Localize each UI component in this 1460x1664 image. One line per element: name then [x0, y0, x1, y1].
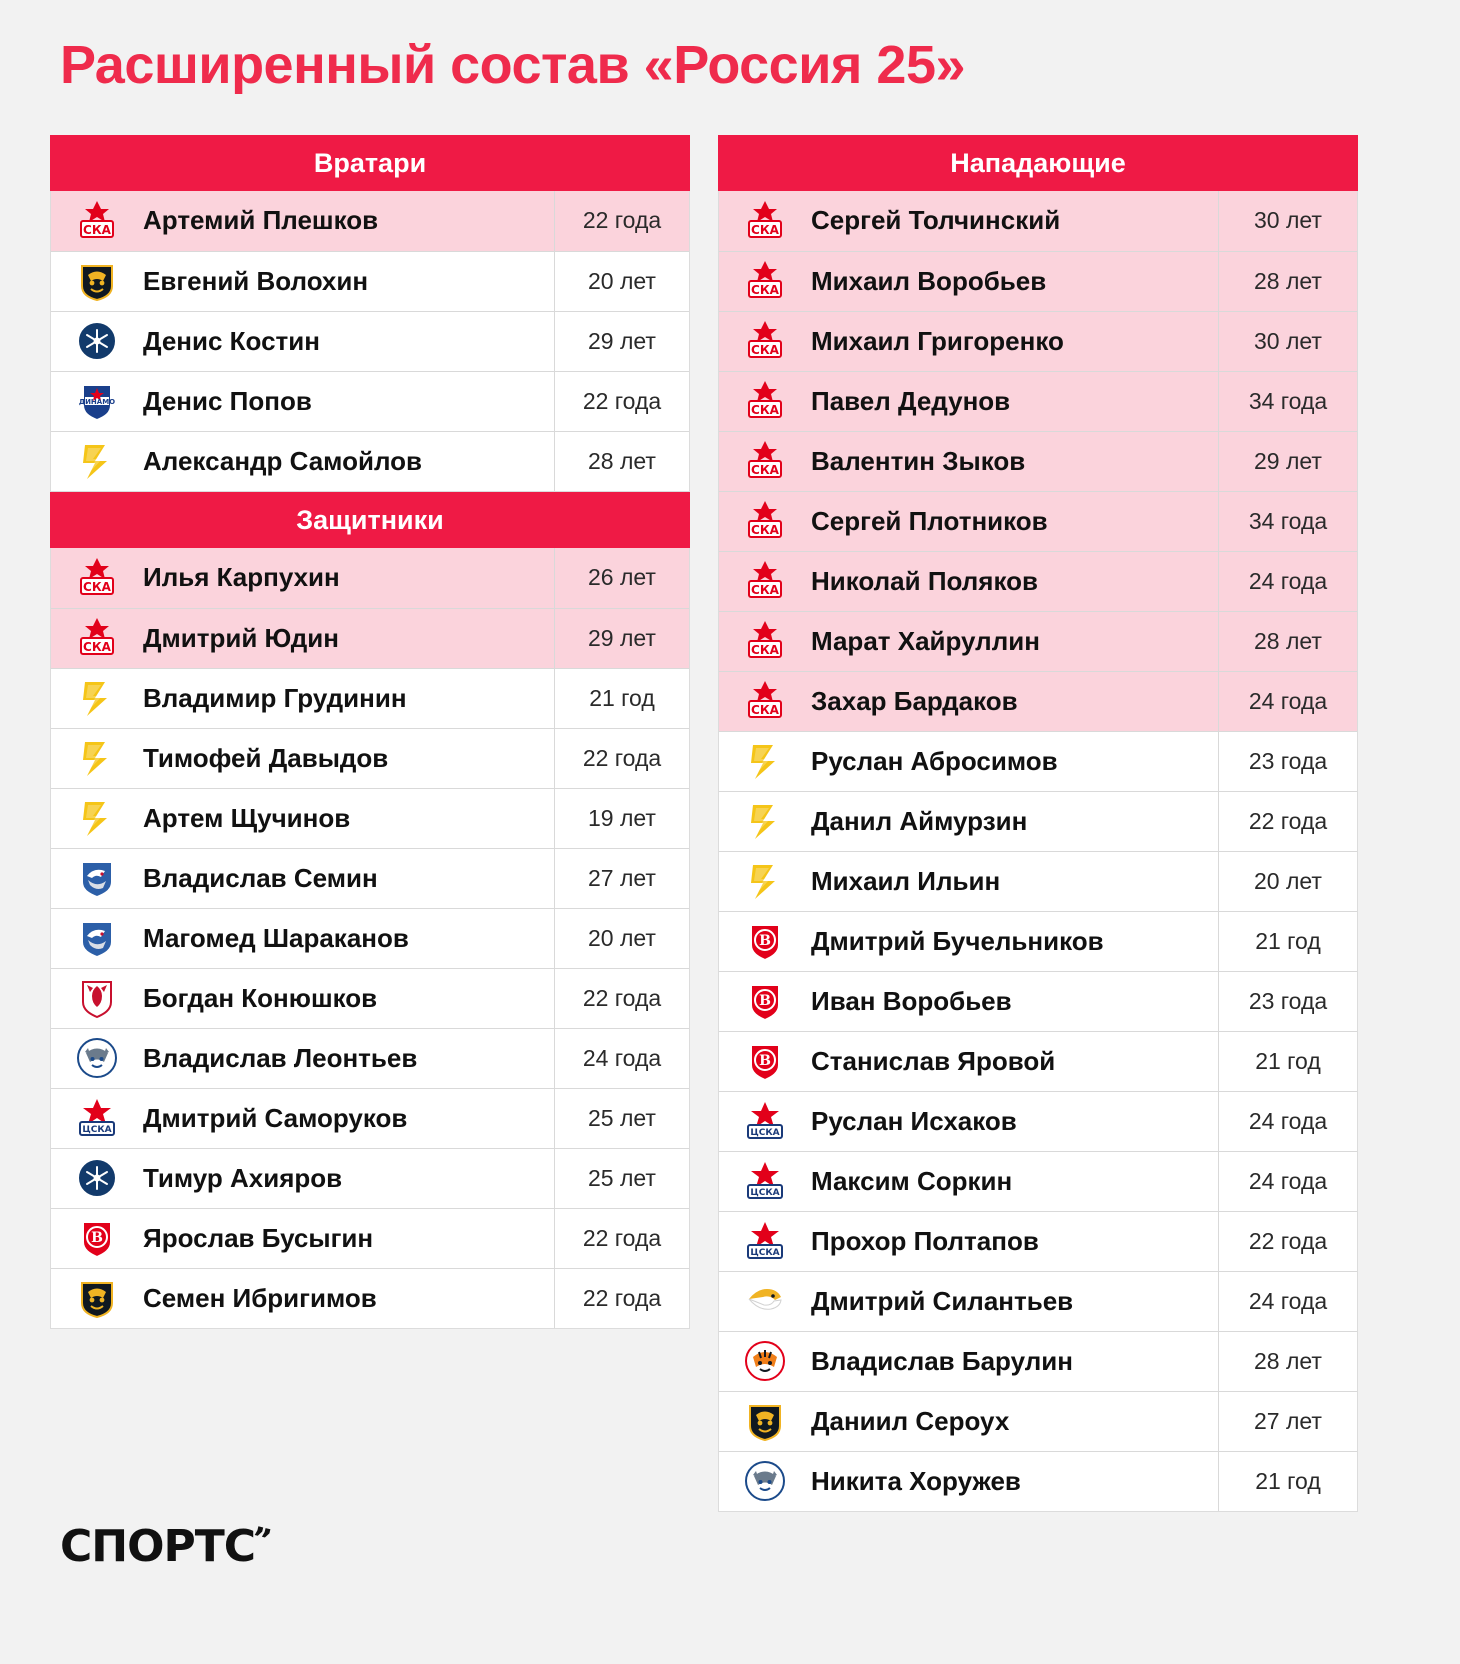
table-row [51, 548, 689, 608]
ska-logo [743, 379, 787, 423]
player-age: 21 год [1255, 927, 1321, 954]
ak-bars-logo [75, 736, 119, 780]
player-age: 22 года [582, 984, 662, 1011]
club-logo-cell [51, 788, 143, 848]
club-logo-cell [51, 908, 143, 968]
player-age: 34 года [1248, 507, 1328, 534]
roster-section [718, 135, 1358, 1512]
player-name: Прохор Полтапов [811, 1211, 1219, 1271]
table-row [51, 431, 689, 491]
table-row [51, 1268, 689, 1328]
cska-logo [75, 1096, 119, 1140]
vityaz-logo [743, 1039, 787, 1083]
club-logo-cell [51, 608, 143, 668]
table-row [51, 608, 689, 668]
table-row [719, 371, 1357, 431]
player-name: Евгений Волохин [143, 251, 555, 311]
player-age: 29 лет [1254, 447, 1322, 474]
player-name: Семен Ибригимов [143, 1268, 555, 1328]
player-age: 29 лет [588, 327, 656, 354]
table-row [719, 1451, 1357, 1511]
sochi-leopard-logo [743, 1399, 787, 1443]
table-row [719, 731, 1357, 791]
player-name: Ярослав Бусыгин [143, 1208, 555, 1268]
club-logo-cell [719, 791, 811, 851]
svg-text:В: В [759, 1053, 771, 1069]
table-row [719, 251, 1357, 311]
player-age: 22 года [582, 1284, 662, 1311]
player-name: Денис Попов [143, 371, 555, 431]
traktor-logo [743, 1459, 787, 1503]
page-title: Расширенный состав «Россия 25» [60, 35, 966, 95]
cska-logo [743, 1159, 787, 1203]
player-name: Даниил Сероух [811, 1391, 1219, 1451]
ak-bars-logo [75, 796, 119, 840]
svg-text:СКА: СКА [751, 703, 779, 717]
player-name: Владислав Семин [143, 848, 555, 908]
club-logo-cell [719, 191, 811, 251]
player-age: 21 год [1255, 1047, 1321, 1074]
section-header: Нападающие [718, 135, 1358, 191]
player-name: Михаил Ильин [811, 851, 1219, 911]
player-age: 27 лет [588, 864, 656, 891]
roster-section [50, 492, 690, 1329]
player-name: Тимофей Давыдов [143, 728, 555, 788]
ak-bars-logo [743, 799, 787, 843]
player-name: Сергей Толчинский [811, 191, 1219, 251]
club-logo-cell [719, 911, 811, 971]
player-age: 25 лет [588, 1164, 656, 1191]
club-logo-cell [719, 1211, 811, 1271]
ska-logo [743, 199, 787, 243]
table-row [51, 1148, 689, 1208]
club-logo-cell [51, 548, 143, 608]
player-age: 24 года [582, 1044, 662, 1071]
cska-logo [743, 1099, 787, 1143]
brand-mark: ” [247, 1520, 274, 1559]
club-logo-cell [719, 1151, 811, 1211]
ska-logo [743, 499, 787, 543]
player-age: 28 лет [1254, 267, 1322, 294]
cska-logo [743, 1219, 787, 1263]
player-age: 19 лет [588, 804, 656, 831]
player-name: Михаил Григоренко [811, 311, 1219, 371]
player-name: Руслан Абросимов [811, 731, 1219, 791]
club-logo-cell [51, 848, 143, 908]
player-name: Дмитрий Бучельников [811, 911, 1219, 971]
left-column [50, 135, 690, 1329]
amur-tiger-logo [743, 1339, 787, 1383]
roster-table [719, 191, 1357, 1511]
svg-text:СКА: СКА [83, 640, 111, 654]
player-name: Никита Хоружев [811, 1451, 1219, 1511]
table-row [719, 1331, 1357, 1391]
player-age: 22 года [1248, 1227, 1328, 1254]
right-column [718, 135, 1358, 1512]
ska-logo [743, 439, 787, 483]
club-logo-cell [719, 251, 811, 311]
player-name: Захар Бардаков [811, 671, 1219, 731]
player-name: Павел Дедунов [811, 371, 1219, 431]
svg-text:СКА: СКА [751, 463, 779, 477]
club-logo-cell [719, 1031, 811, 1091]
vityaz-logo [743, 979, 787, 1023]
table-row [51, 788, 689, 848]
table-row [719, 311, 1357, 371]
table-row [719, 491, 1357, 551]
sochi-leopard-logo [75, 259, 119, 303]
player-age: 30 лет [1254, 207, 1322, 234]
club-logo-cell [719, 371, 811, 431]
section-header: Вратари [50, 135, 690, 191]
ska-logo [75, 616, 119, 660]
svg-text:СКА: СКА [751, 403, 779, 417]
svg-text:СКА: СКА [83, 579, 111, 594]
section-header: Защитники [50, 492, 690, 548]
ak-bars-logo [75, 439, 119, 483]
table-row [51, 1088, 689, 1148]
player-age: 22 года [582, 387, 662, 414]
player-age: 25 лет [588, 1104, 656, 1131]
ska-logo [743, 619, 787, 663]
player-age: 22 года [582, 1224, 662, 1251]
table-row [51, 311, 689, 371]
sports-ru-logo [60, 1521, 274, 1572]
table-row [719, 1031, 1357, 1091]
club-logo-cell [719, 611, 811, 671]
table-row [719, 1151, 1357, 1211]
table-row [719, 971, 1357, 1031]
sochi-leopard-logo [75, 1276, 119, 1320]
player-name: Станислав Яровой [811, 1031, 1219, 1091]
player-name: Владимир Грудинин [143, 668, 555, 728]
player-age: 24 года [1248, 567, 1328, 594]
club-logo-cell [719, 551, 811, 611]
player-name: Данил Аймурзин [811, 791, 1219, 851]
player-age: 20 лет [588, 924, 656, 951]
club-logo-cell [51, 728, 143, 788]
club-logo-cell [719, 431, 811, 491]
table-row [719, 851, 1357, 911]
table-row [51, 1028, 689, 1088]
player-name: Дмитрий Юдин [143, 608, 555, 668]
table-row [51, 728, 689, 788]
ska-logo [743, 679, 787, 723]
table-row [51, 191, 689, 251]
player-name: Марат Хайруллин [811, 611, 1219, 671]
club-logo-cell [51, 1088, 143, 1148]
svg-text:СКА: СКА [751, 583, 779, 597]
table-row [51, 1208, 689, 1268]
club-logo-cell [51, 668, 143, 728]
player-age: 28 лет [1254, 1347, 1322, 1374]
ska-logo [743, 259, 787, 303]
svg-text:СКА: СКА [751, 343, 779, 357]
player-name: Сергей Плотников [811, 491, 1219, 551]
player-name: Валентин Зыков [811, 431, 1219, 491]
club-logo-cell [719, 491, 811, 551]
player-age: 20 лет [588, 267, 656, 294]
club-logo-cell [719, 671, 811, 731]
table-row [51, 848, 689, 908]
svg-text:ЦСКА: ЦСКА [750, 1188, 780, 1198]
vityaz-logo [743, 919, 787, 963]
table-row [719, 1271, 1357, 1331]
player-age: 24 года [1248, 687, 1328, 714]
amur-eagle-logo [75, 916, 119, 960]
player-age: 21 год [1255, 1467, 1321, 1494]
player-age: 21 год [589, 684, 655, 711]
player-name: Владислав Барулин [811, 1331, 1219, 1391]
sibir-logo [75, 1156, 119, 1200]
player-name: Артемий Плешков [143, 191, 555, 251]
player-age: 23 года [1248, 747, 1328, 774]
torpedo-logo [75, 976, 119, 1020]
player-name: Владислав Леонтьев [143, 1028, 555, 1088]
svg-text:СКА: СКА [751, 523, 779, 537]
player-name: Тимур Ахияров [143, 1148, 555, 1208]
player-name: Михаил Воробьев [811, 251, 1219, 311]
roster-table-wrapper [50, 191, 690, 492]
svg-text:ЦСКА: ЦСКА [750, 1248, 780, 1258]
svg-text:СКА: СКА [83, 222, 111, 237]
table-row [719, 791, 1357, 851]
club-logo-cell [51, 1268, 143, 1328]
player-age: 29 лет [588, 624, 656, 651]
player-age: 30 лет [1254, 327, 1322, 354]
player-name: Илья Карпухин [143, 548, 555, 608]
club-logo-cell [719, 1331, 811, 1391]
club-logo-cell [51, 371, 143, 431]
ska-logo [75, 199, 119, 243]
club-logo-cell [719, 311, 811, 371]
club-logo-cell [51, 1148, 143, 1208]
player-age: 27 лет [1254, 1407, 1322, 1434]
player-age: 22 года [582, 207, 662, 234]
table-row [51, 908, 689, 968]
svg-text:В: В [759, 933, 771, 949]
dynamo-moscow-logo [75, 379, 119, 423]
amur-eagle-logo [75, 856, 119, 900]
roster-section [50, 135, 690, 492]
table-row [719, 671, 1357, 731]
player-age: 28 лет [1254, 627, 1322, 654]
player-age: 23 года [1248, 987, 1328, 1014]
table-row [51, 371, 689, 431]
sibir-logo [75, 319, 119, 363]
club-logo-cell [51, 968, 143, 1028]
table-row [51, 668, 689, 728]
table-row [719, 191, 1357, 251]
svg-text:ЦСКА: ЦСКА [82, 1125, 112, 1135]
player-name: Денис Костин [143, 311, 555, 371]
ska-logo [743, 559, 787, 603]
club-logo-cell [719, 1391, 811, 1451]
player-age: 22 года [1248, 807, 1328, 834]
player-age: 26 лет [588, 564, 656, 591]
club-logo-cell [719, 1451, 811, 1511]
club-logo-cell [719, 1271, 811, 1331]
svg-text:СКА: СКА [751, 222, 779, 237]
player-name: Дмитрий Силантьев [811, 1271, 1219, 1331]
player-name: Александр Самойлов [143, 431, 555, 491]
player-age: 24 года [1248, 1107, 1328, 1134]
player-age: 22 года [582, 744, 662, 771]
svg-text:СКА: СКА [751, 643, 779, 657]
brand-name: СПОРТС [60, 1521, 256, 1572]
table-row [719, 551, 1357, 611]
ak-bars-logo [743, 859, 787, 903]
club-logo-cell [51, 1208, 143, 1268]
table-row [51, 968, 689, 1028]
player-age: 24 года [1248, 1167, 1328, 1194]
ak-bars-logo [743, 739, 787, 783]
vityaz-logo [75, 1216, 119, 1260]
club-logo-cell [51, 431, 143, 491]
player-name: Магомед Шараканов [143, 908, 555, 968]
svg-text:СКА: СКА [751, 283, 779, 297]
player-name: Дмитрий Саморуков [143, 1088, 555, 1148]
svg-text:ДИНАМО: ДИНАМО [78, 398, 116, 406]
player-name: Иван Воробьев [811, 971, 1219, 1031]
club-logo-cell [51, 311, 143, 371]
ska-logo [75, 556, 119, 600]
player-age: 34 года [1248, 387, 1328, 414]
club-logo-cell [51, 1028, 143, 1088]
roster-table [51, 548, 689, 1328]
table-row [719, 1211, 1357, 1271]
player-name: Руслан Исхаков [811, 1091, 1219, 1151]
club-logo-cell [51, 191, 143, 251]
table-row [719, 911, 1357, 971]
table-row [719, 611, 1357, 671]
ak-bars-logo [75, 676, 119, 720]
club-logo-cell [719, 971, 811, 1031]
club-logo-cell [719, 1091, 811, 1151]
traktor-logo [75, 1036, 119, 1080]
club-logo-cell [719, 851, 811, 911]
table-row [719, 1091, 1357, 1151]
table-row [51, 251, 689, 311]
table-row [719, 1391, 1357, 1451]
player-age: 20 лет [1254, 867, 1322, 894]
player-name: Николай Поляков [811, 551, 1219, 611]
player-age: 24 года [1248, 1287, 1328, 1314]
svg-text:В: В [91, 1230, 103, 1246]
roster-columns [50, 135, 1410, 1512]
player-name: Максим Соркин [811, 1151, 1219, 1211]
club-logo-cell [51, 251, 143, 311]
table-row [719, 431, 1357, 491]
player-name: Артем Щучинов [143, 788, 555, 848]
svg-text:В: В [759, 993, 771, 1009]
roster-table-wrapper [718, 191, 1358, 1512]
player-age: 28 лет [588, 447, 656, 474]
ska-logo [743, 319, 787, 363]
svg-text:ЦСКА: ЦСКА [750, 1128, 780, 1138]
roster-table [51, 191, 689, 491]
metallurg-fox-logo [743, 1279, 787, 1323]
player-name: Богдан Конюшков [143, 968, 555, 1028]
club-logo-cell [719, 731, 811, 791]
roster-table-wrapper [50, 548, 690, 1329]
